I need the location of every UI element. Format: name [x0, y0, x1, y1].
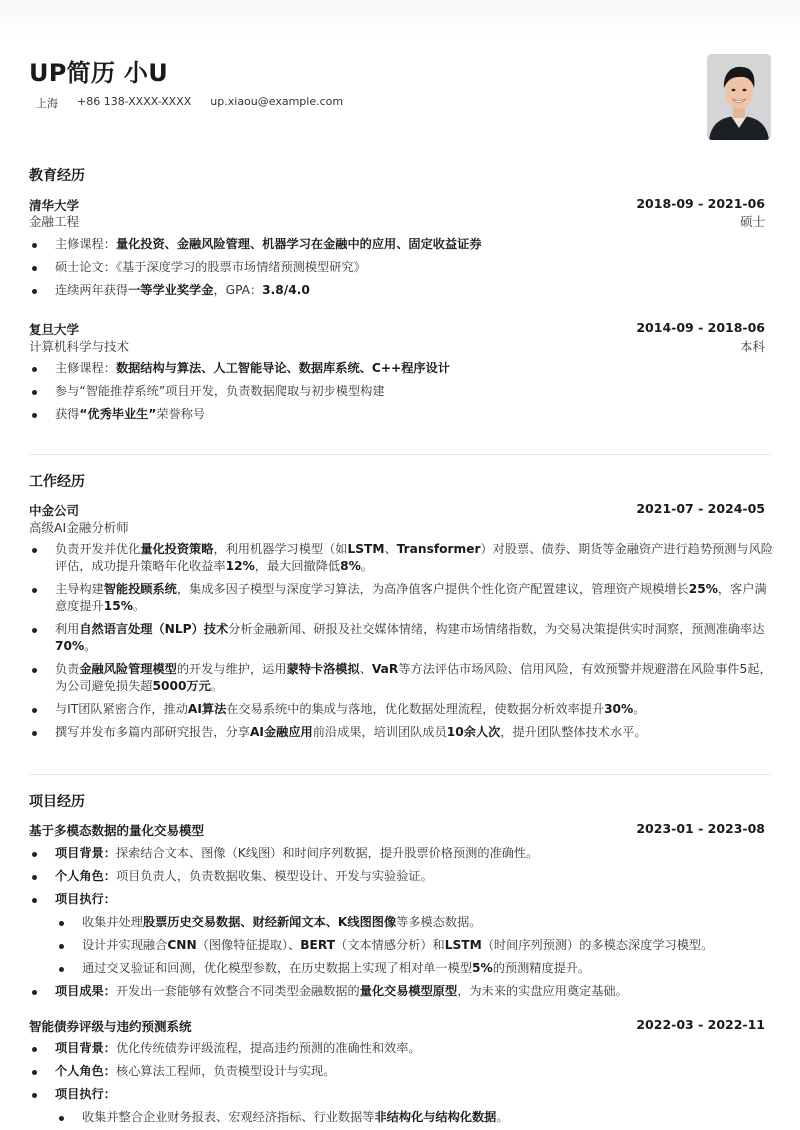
section-divider [29, 774, 771, 775]
work-entry-header [29, 501, 765, 519]
school-name: 复旦大学 [29, 322, 80, 337]
work-dates: 2021-07 - 2024-05 [636, 501, 765, 516]
list-item: 连续两年获得一等学业奖学金，GPA：3.8/4.0 [29, 282, 774, 299]
list-item: 主修课程：量化投资、金融风险管理、机器学习在金融中的应用、固定收益证券 [29, 236, 774, 253]
education-dates: 2014-09 - 2018-06 [636, 320, 765, 335]
section-title-work: 工作经历 [29, 474, 85, 490]
list-item: 与IT团队紧密合作，推动AI算法在交易系统中的集成与落地，优化数据处理流程，使数据分析效率提升30%。 [29, 701, 774, 718]
list-item: 主导构建智能投顾系统，集成多因子模型与深度学习算法，为高净值客户提供个性化资产配置建议，管理资产规模增长25%，客户满意度提升15%。 [29, 581, 774, 615]
list-item: 主修课程：数据结构与算法、人工智能导论、数据库系统、C++程序设计 [29, 360, 774, 377]
project-entry-header [29, 821, 765, 839]
education-entry-header [29, 320, 765, 338]
sub-list-item: 收集并处理股票历史交易数据、财经新闻文本、K线图图像等多模态数据。 [29, 914, 774, 931]
contact-phone: +86 138-XXXX-XXXX [77, 95, 192, 108]
work-bullets [29, 541, 774, 747]
project-name: 基于多模态数据的量化交易模型 [29, 823, 205, 838]
work-entry-sub [29, 518, 765, 536]
list-item: 撰写并发布多篇内部研究报告，分享AI金融应用前沿成果，培训团队成员10余人次，提升团队整体技术水平。 [29, 724, 774, 741]
resume-name: UP简历 小U [29, 59, 169, 87]
sub-list-item: 设计并实现融合CNN（图像特征提取）、BERT（文本情感分析）和LSTM（时间序列预测）的多模态深度学习模型。 [29, 937, 774, 954]
project-dates: 2023-01 - 2023-08 [636, 821, 765, 836]
project-entry-header [29, 1017, 765, 1035]
section-title-education: 教育经历 [29, 168, 85, 184]
contact-info [36, 95, 343, 111]
list-item: 负责金融风险管理模型的开发与维护，运用蒙特卡洛模拟、VaR等方法评估市场风险、信用风险，有效预警并规避潜在风险事件5起，为公司避免损失超5000万元。 [29, 661, 774, 695]
list-item: 利用自然语言处理（NLP）技术分析金融新闻、研报及社交媒体情绪，构建市场情绪指数，为交易决策提供实时洞察，预测准确率达70%。 [29, 621, 774, 655]
degree: 硕士 [739, 214, 765, 229]
list-item: 负责开发并优化量化投资策略，利用机器学习模型（如LSTM、Transformer）对股票、债券、期货等金融资产进行趋势预测与风险评估，成功提升策略年化收益率12%，最大回撤降低8%。 [29, 541, 774, 575]
list-item: 项目成果：开发出一套能够有效整合不同类型金融数据的量化交易模型原型，为未来的实盘应用奠定基础。 [29, 983, 774, 1000]
project-name: 智能债券评级与违约预测系统 [29, 1019, 192, 1034]
person-portrait-icon [707, 54, 771, 140]
list-item: 项目执行： [29, 1086, 774, 1103]
list-item: 参与“智能推荐系统”项目开发，负责数据爬取与初步模型构建 [29, 383, 774, 400]
section-divider [29, 454, 771, 455]
school-name: 清华大学 [29, 198, 80, 213]
education-entry-sub [29, 212, 765, 230]
degree: 本科 [739, 339, 765, 354]
list-item: 硕士论文：《基于深度学习的股票市场情绪预测模型研究》 [29, 259, 774, 276]
major: 金融工程 [29, 214, 80, 229]
company-name: 中金公司 [29, 503, 80, 518]
major: 计算机科学与技术 [29, 339, 130, 354]
list-item: 获得“优秀毕业生”荣誉称号 [29, 406, 774, 423]
education-bullets [29, 360, 774, 429]
contact-email: up.xiaou@example.com [210, 95, 344, 108]
project-bullets [29, 1040, 774, 1130]
list-item: 个人角色：核心算法工程师，负责模型设计与实现。 [29, 1063, 774, 1080]
education-dates: 2018-09 - 2021-06 [636, 196, 765, 211]
education-bullets [29, 236, 774, 305]
list-item: 个人角色：项目负责人，负责数据收集、模型设计、开发与实验验证。 [29, 868, 774, 885]
list-item: 项目背景：优化传统债券评级流程，提高违约预测的准确性和效率。 [29, 1040, 774, 1057]
project-dates: 2022-03 - 2022-11 [636, 1017, 765, 1032]
list-item: 项目执行： [29, 891, 774, 908]
avatar-photo [707, 54, 771, 140]
sub-list-item: 收集并整合企业财务报表、宏观经济指标、行业数据等非结构化与结构化数据。 [29, 1109, 774, 1126]
list-item: 项目背景：探索结合文本、图像（K线图）和时间序列数据，提升股票价格预测的准确性。 [29, 845, 774, 862]
sub-list-item: 通过交叉验证和回测，优化模型参数，在历史数据上实现了相对单一模型5%的预测精度提升。 [29, 960, 774, 977]
contact-location: 上海 [36, 97, 58, 110]
education-entry-sub [29, 337, 765, 355]
project-bullets [29, 845, 774, 1006]
job-role: 高级AI金融分析师 [29, 520, 129, 535]
section-title-projects: 项目经历 [29, 794, 85, 810]
